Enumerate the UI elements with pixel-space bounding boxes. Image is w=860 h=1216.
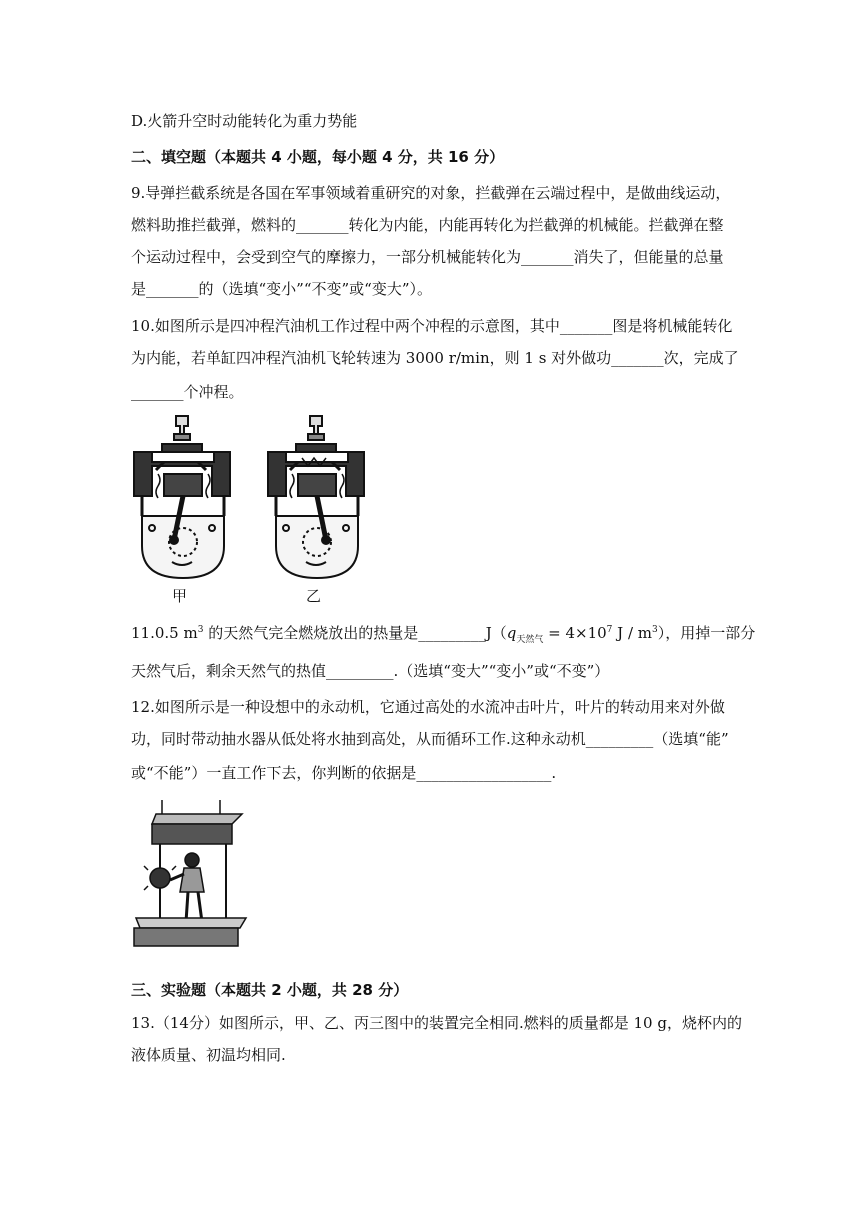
q13-line-2: 液体质量、初温均相同. [131,1046,286,1064]
q11-line-1 [131,623,756,645]
section3-heading: 三、实验题（本题共 2 小题，共 28 分） [131,981,409,999]
q11-heat-value: = 4×10 [543,624,607,642]
q9-line-3: 个运动过程中，会受到空气的摩擦力，一部分机械能转化为_______消失了，但能量的总量 [131,248,724,266]
q11-heat-value-subscript: 天然气 [516,635,544,645]
figure-label-jia: 甲 [172,587,188,605]
q11-heat-value-exponent: 7 [606,625,613,635]
q9-line-2: 燃料助推拦截弹，燃料的_______转化为内能，内能再转化为拦截弹的机械能。拦截弹在整 [131,216,724,234]
q10-line-1: 10.如图所示是四冲程汽油机工作过程中两个冲程的示意图，其中_______图是将机械能转化 [131,317,733,335]
q11-unit-exponent: 3 [652,625,658,635]
q11-text-part2: 的天然气完全燃烧放出的热量是_________J（ [203,624,507,642]
figure-label-yi: 乙 [306,587,322,605]
q10-line-3: _______个冲程。 [131,383,244,401]
q11-heat-value-unit: J / m [612,624,653,642]
q8-option-d: D.火箭升空时动能转化为重力势能 [131,112,358,130]
q11-volume-exponent: 3 [197,625,204,635]
q11-text-part1: 11.0.5 m [131,624,198,642]
q13-line-1: 13.（14分）如图所示，甲、乙、丙三图中的装置完全相同.燃料的质量都是 10 g，烧杯内的 [131,1014,742,1032]
q11-text-part3: ），用掉一部分 [657,624,756,642]
q9-line-1: 9.导弹拦截系统是各国在军事领域着重研究的对象，拦截弹在云端过程中，是做曲线运动， [131,184,731,202]
perpetual-motion-machine-diagram [130,800,252,948]
q10-line-2: 为内能，若单缸四冲程汽油机飞轮转速为 3000 r/min，则 1 s 对外做功_______次，完成了 [131,349,739,367]
q9-line-4: 是_______的（选填“变小”“不变”或“变大”）。 [131,280,433,298]
q12-line-1: 12.如图所示是一种设想中的永动机，它通过高处的水流冲击叶片，叶片的转动用来对外做 [131,698,725,716]
engine-diagram-jia [128,412,238,584]
q12-line-2: 功，同时带动抽水器从低处将水抽到高处，从而循环工作.这种永动机_________（选填“能” [131,730,729,748]
section2-heading: 二、填空题（本题共 4 小题，每小题 4 分，共 16 分） [131,148,505,166]
q11-line-2: 天然气后，剩余天然气的热值_________.（选填“变大”“变小”或“不变”） [131,662,610,680]
q11-heat-value-symbol: q [506,624,517,642]
engine-diagram-yi [262,412,372,584]
q12-line-3: 或“不能”）一直工作下去，你判断的依据是__________________. [131,764,557,782]
